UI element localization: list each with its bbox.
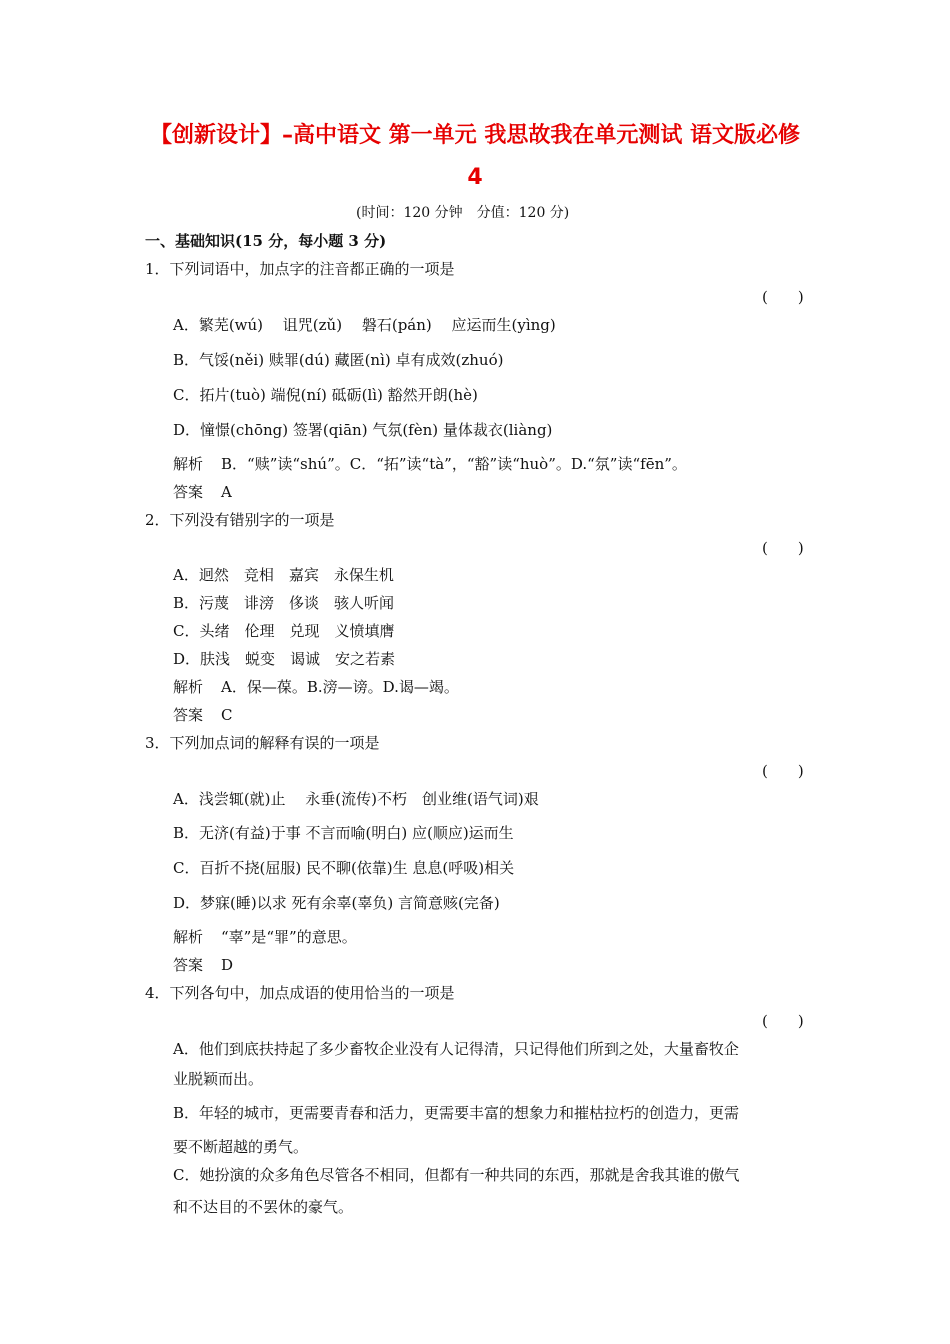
question-4-option-c-line-1: C．她扮演的众多角色尽管各不相同，但都有一种共同的东西，那就是舍我其谁的傲气 [173,1166,740,1184]
question-1-option-b: B．气馁(něi) 赎罪(dú) 藏匿(nì) 卓有成效(zhuó) [173,351,504,369]
analysis-text: A．保—葆。B.滂—谤。D.谒—竭。 [221,678,459,696]
section-heading: 一、基础知识(15 分，每小题 3 分) [145,232,387,250]
question-1-stem: 1．下列词语中，加点字的注音都正确的一项是 [145,260,455,278]
test-info: (时间：120 分钟 分值：120 分) [356,205,570,221]
answer-label: 答案 [173,483,204,501]
answer-value: A [221,483,232,501]
question-4-answer-blank: ( ) [762,1012,804,1030]
question-1-option-a: A．繁芜(wú) 诅咒(zǔ) 磐石(pán) 应运而生(yìng) [173,316,556,334]
question-1-analysis [173,453,687,475]
question-2-stem: 2．下列没有错别字的一项是 [145,511,335,529]
answer-label: 答案 [173,706,204,724]
question-2-option-d: D．肤浅 蜕变 谒诚 安之若素 [173,650,396,668]
question-2-option-a: A．迥然 竞相 嘉宾 永保生机 [173,566,394,584]
analysis-label: 解析 [173,928,204,946]
question-4-option-b-line-2: 要不断超越的勇气。 [173,1138,309,1156]
question-3-option-d: D．梦寐(睡)以求 死有余辜(辜负) 言简意赅(完备) [173,894,500,912]
question-1-answer [173,481,232,503]
analysis-label: 解析 [173,455,204,473]
question-3-answer [173,954,233,976]
question-2-option-c: C．头绪 伦理 兑现 义愤填膺 [173,622,395,640]
answer-label: 答案 [173,956,204,974]
analysis-text: “辜”是“罪”的意思。 [221,928,357,946]
question-4-stem: 4．下列各句中，加点成语的使用恰当的一项是 [145,984,455,1002]
question-3-option-b: B．无济(有益)于事 不言而喻(明白) 应(顺应)运而生 [173,824,514,842]
question-2-analysis [173,676,459,698]
title-line-1: 【创新设计】–高中语文 第一单元 我思故我在单元测试 语文版必修 [150,123,800,148]
question-2-option-b: B．污蔑 诽滂 侈谈 骇人听闻 [173,594,395,612]
question-1-option-c: C．拓片(tuò) 端倪(ní) 砥砺(lì) 豁然开朗(hè) [173,386,478,404]
title-line-2: 4 [467,165,483,190]
question-3-option-a: A．浅尝辄(就)止 永垂(流传)不朽 创业维(语气词)艰 [173,790,539,808]
question-1-option-d: D．憧憬(chōng) 签署(qiān) 气氛(fèn) 量体裁衣(liàng) [173,421,553,439]
answer-value: D [221,956,234,974]
question-3-stem: 3．下列加点词的解释有误的一项是 [145,734,380,752]
question-3-answer-blank: ( ) [762,762,804,780]
question-4-option-a-line-1: A．他们到底扶持起了多少畜牧企业没有人记得清，只记得他们所到之处，大量畜牧企 [173,1040,739,1058]
question-4-option-c-line-2: 和不达目的不罢休的豪气。 [173,1198,354,1216]
document-title [100,116,850,198]
question-4-option-a-line-2: 业脱颖而出。 [173,1070,264,1088]
question-1-answer-blank: ( ) [762,288,804,306]
question-3-option-c: C．百折不挠(屈服) 民不聊(依靠)生 息息(呼吸)相关 [173,859,515,877]
analysis-text: B．“赎”读“shú”。C．“拓”读“tà”，“豁”读“huò”。D.“氛”读“fēn”。 [221,455,687,473]
analysis-label: 解析 [173,678,204,696]
question-3-analysis [173,926,357,948]
answer-value: C [221,706,233,724]
question-4-option-b-line-1: B．年轻的城市，更需要青春和活力，更需要丰富的想象力和摧枯拉朽的创造力，更需 [173,1104,740,1122]
question-2-answer [173,704,233,726]
question-2-answer-blank: ( ) [762,539,804,557]
